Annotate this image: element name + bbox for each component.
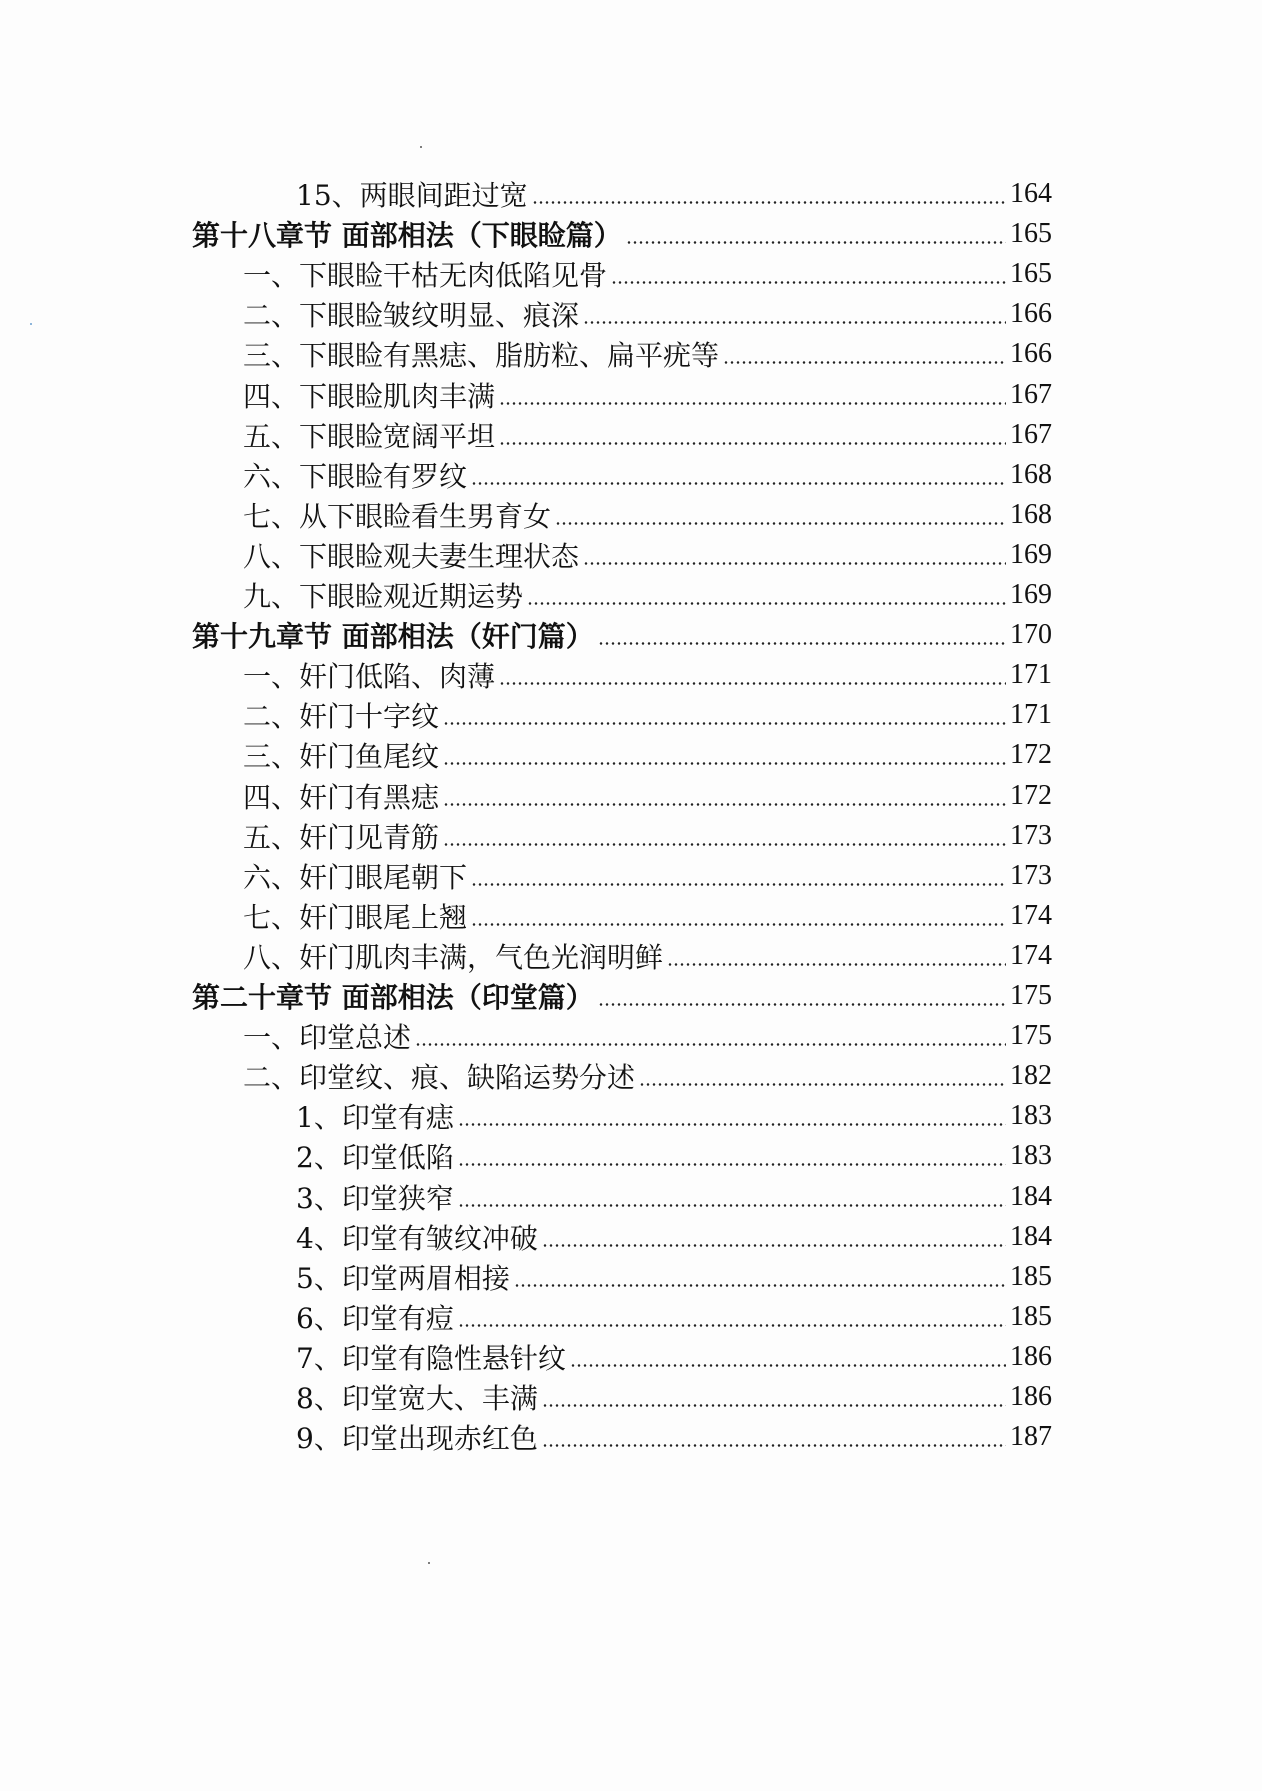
toc-entry-row[interactable]	[243, 816, 1052, 856]
toc-entry-title: 第十九章节 面部相法（奸门篇）	[192, 620, 594, 654]
toc-entry-row[interactable]	[296, 1337, 1052, 1377]
toc-entry-title: 4、印堂有皱纹冲破	[296, 1221, 538, 1255]
toc-page-number: 167	[1010, 378, 1052, 410]
toc-entry-title: 9、印堂出现赤红色	[296, 1422, 538, 1456]
toc-chapter-row[interactable]	[192, 214, 1052, 254]
dot-leader	[639, 1056, 1006, 1096]
dot-leader	[443, 776, 1006, 816]
toc-page-number: 185	[1010, 1300, 1052, 1332]
dot-leader	[583, 294, 1006, 334]
toc-entry-title: 15、两眼间距过宽	[296, 179, 528, 212]
dot-leader	[598, 615, 1006, 655]
toc-entry-title: 一、奸门低陷、肉薄	[243, 660, 496, 694]
toc-entry-row[interactable]	[243, 695, 1052, 735]
dot-leader	[626, 214, 1006, 254]
toc-page-number: 165	[1010, 258, 1052, 290]
toc-entry-row[interactable]	[243, 776, 1052, 816]
toc-page-number: 166	[1010, 338, 1052, 370]
toc-entry-row[interactable]	[296, 1417, 1052, 1457]
toc-chapter-row[interactable]	[192, 615, 1052, 655]
toc-entry-title: 7、印堂有隐性悬针纹	[296, 1341, 566, 1375]
dot-leader	[415, 1016, 1006, 1056]
dot-leader	[542, 1217, 1006, 1257]
dot-leader	[527, 575, 1006, 615]
toc-entry-row[interactable]	[243, 455, 1052, 495]
dot-leader	[443, 735, 1006, 775]
dot-leader	[471, 896, 1006, 936]
toc-chapter-row[interactable]	[192, 976, 1052, 1016]
toc-page-number: 171	[1010, 699, 1052, 731]
dot-leader	[499, 655, 1006, 695]
dot-leader	[598, 976, 1006, 1016]
toc-page-number: 175	[1010, 1020, 1052, 1052]
toc-entry-row[interactable]	[243, 936, 1052, 976]
toc-entry-row[interactable]	[296, 174, 1052, 214]
toc-page-number: 173	[1010, 819, 1052, 851]
dot-leader	[443, 695, 1006, 735]
toc-page-number: 166	[1010, 298, 1052, 330]
toc-entry-row[interactable]	[296, 1217, 1052, 1257]
toc-page-number: 168	[1010, 498, 1052, 530]
toc-page-number: 169	[1010, 538, 1052, 570]
toc-entry-title: 6、印堂有痘	[296, 1301, 454, 1335]
toc-entry-row[interactable]	[296, 1136, 1052, 1176]
toc-entry-row[interactable]	[243, 1056, 1052, 1096]
toc-entry-title: 四、奸门有黑痣	[243, 780, 440, 814]
toc-entry-title: 八、奸门肌肉丰满，气色光润明鲜	[243, 940, 664, 974]
toc-entry-row[interactable]	[243, 856, 1052, 896]
toc-entry-title: 一、下眼睑干枯无肉低陷见骨	[243, 259, 608, 293]
scan-speck	[420, 146, 422, 148]
toc-page-number: 165	[1010, 218, 1052, 250]
dot-leader	[458, 1096, 1006, 1136]
toc-entry-title: 8、印堂宽大、丰满	[296, 1382, 538, 1415]
toc-entry-title: 1、印堂有痣	[296, 1101, 454, 1135]
toc-page-number: 169	[1010, 579, 1052, 610]
toc-entry-row[interactable]	[243, 294, 1052, 334]
scan-speck	[30, 323, 32, 325]
dot-leader	[532, 174, 1006, 214]
toc-page-number: 171	[1010, 659, 1052, 691]
toc-page-number: 186	[1010, 1381, 1052, 1412]
toc-entry-title: 二、奸门十字纹	[243, 700, 440, 734]
toc-entry-row[interactable]	[296, 1177, 1052, 1217]
dot-leader	[499, 375, 1006, 415]
toc-entry-title: 第二十章节 面部相法（印堂篇）	[192, 981, 594, 1014]
toc-entry-row[interactable]	[243, 575, 1052, 615]
toc-page-number: 184	[1010, 1220, 1052, 1252]
dot-leader	[542, 1377, 1006, 1417]
dot-leader	[667, 936, 1006, 976]
toc-page-number: 168	[1010, 458, 1052, 490]
toc-entry-row[interactable]	[296, 1297, 1052, 1337]
toc-entry-row[interactable]	[296, 1096, 1052, 1136]
toc-entry-row[interactable]	[243, 254, 1052, 294]
toc-page-number: 187	[1010, 1421, 1052, 1453]
toc-page-number: 167	[1010, 418, 1052, 450]
dot-leader	[514, 1257, 1006, 1297]
toc-entry-title: 八、下眼睑观夫妻生理状态	[243, 539, 580, 573]
toc-entry-title: 二、印堂纹、痕、缺陷运势分述	[243, 1061, 636, 1095]
toc-page-number: 164	[1010, 178, 1052, 209]
toc-entry-title: 二、下眼睑皱纹明显、痕深	[243, 299, 580, 333]
dot-leader	[443, 816, 1006, 856]
toc-page-number: 183	[1010, 1100, 1052, 1132]
toc-page-number: 173	[1010, 859, 1052, 891]
toc-entry-row[interactable]	[296, 1377, 1052, 1417]
toc-page-number: 170	[1010, 619, 1052, 651]
dot-leader	[458, 1297, 1006, 1337]
toc-entry-title: 九、下眼睑观近期运势	[243, 580, 524, 613]
dot-leader	[471, 455, 1006, 495]
toc-entry-title: 三、下眼睑有黑痣、脂肪粒、扁平疣等	[243, 339, 720, 373]
toc-entry-row[interactable]	[243, 375, 1052, 415]
toc-entry-row[interactable]	[296, 1257, 1052, 1297]
toc-entry-row[interactable]	[243, 415, 1052, 455]
toc-entry-row[interactable]	[243, 334, 1052, 374]
toc-entry-title: 一、印堂总述	[243, 1021, 412, 1055]
toc-entry-title: 七、从下眼睑看生男育女	[243, 499, 552, 533]
dot-leader	[499, 415, 1006, 455]
dot-leader	[570, 1337, 1006, 1377]
toc-entry-row[interactable]	[243, 1016, 1052, 1056]
toc-entry-title: 5、印堂两眉相接	[296, 1261, 510, 1295]
toc-page-number: 174	[1010, 939, 1052, 971]
toc-entry-title: 三、奸门鱼尾纹	[243, 740, 440, 774]
toc-page-number: 183	[1010, 1140, 1052, 1172]
toc-entry-row[interactable]	[243, 896, 1052, 936]
dot-leader	[555, 495, 1006, 535]
dot-leader	[458, 1136, 1006, 1176]
scan-speck	[428, 1562, 430, 1564]
toc-entry-row[interactable]	[243, 495, 1052, 535]
toc-entry-title: 2、印堂低陷	[296, 1141, 454, 1175]
dot-leader	[458, 1177, 1006, 1217]
toc-entry-title: 六、奸门眼尾朝下	[243, 860, 468, 894]
toc-entry-title: 七、奸门眼尾上翘	[243, 900, 468, 934]
dot-leader	[611, 254, 1006, 294]
toc-page-number: 185	[1010, 1260, 1052, 1292]
toc-page-number: 184	[1010, 1180, 1052, 1212]
dot-leader	[542, 1417, 1006, 1457]
toc-page-number: 174	[1010, 899, 1052, 931]
toc-entry-title: 六、下眼睑有罗纹	[243, 459, 468, 493]
toc-entry-title: 五、下眼睑宽阔平坦	[243, 419, 496, 453]
toc-entry-title: 3、印堂狭窄	[296, 1181, 454, 1215]
toc-page-number: 172	[1010, 739, 1052, 771]
toc-entry-row[interactable]	[243, 535, 1052, 575]
dot-leader	[471, 856, 1006, 896]
toc-page-number: 186	[1010, 1340, 1052, 1372]
toc-entry-row[interactable]	[243, 735, 1052, 775]
toc-entry-title: 第十八章节 面部相法（下眼睑篇）	[192, 219, 622, 253]
dot-leader	[583, 535, 1006, 575]
toc-page-number: 172	[1010, 779, 1052, 811]
toc-entry-title: 五、奸门见青筋	[243, 820, 440, 854]
toc-entry-title: 四、下眼睑肌肉丰满	[243, 379, 496, 413]
toc-entry-row[interactable]	[243, 655, 1052, 695]
toc-page-number: 182	[1010, 1060, 1052, 1092]
toc-page-number: 175	[1010, 980, 1052, 1011]
dot-leader	[723, 334, 1006, 374]
